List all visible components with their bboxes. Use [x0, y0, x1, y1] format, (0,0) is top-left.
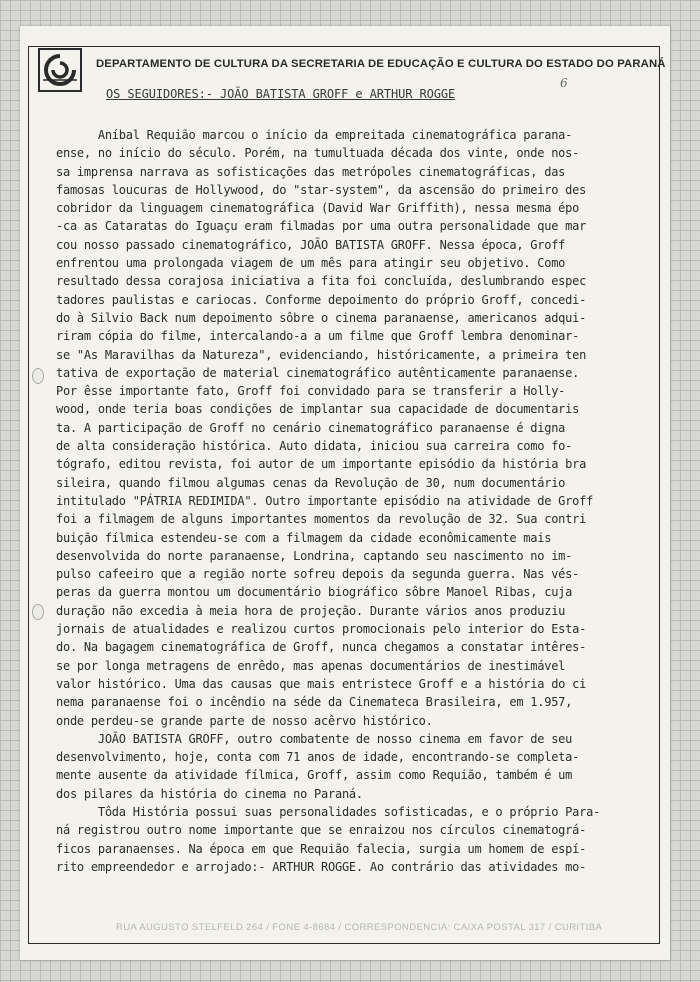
text-line: cobridor da linguagem cinematográfica (David War Griffith), nessa mesma épo — [56, 201, 580, 216]
text-line: wood, onde teria boas condições de implantar sua capacidade de documentaris — [56, 402, 580, 417]
text-line: ense, no início do século. Porém, na tumultuada década dos vinte, onde nos- — [56, 146, 580, 161]
text-line: tógrafo, editou revista, foi autor de um importante episódio da história bra — [56, 457, 587, 472]
text-line: ta. A participação de Groff no cenário cinematográfico paranaense é digna — [56, 420, 566, 435]
text-line: rito empreendedor e arrojado:- ARTHUR ROGGE. Ao contrário das atividades mo- — [56, 859, 587, 874]
text-line: se por longa metragens de enrêdo, mas apenas documentários de inestimável — [56, 658, 566, 673]
text-line: Tôda História possui suas personalidades sofisticadas, e o próprio Para- — [56, 804, 601, 819]
text-line: ficos paranaenses. Na época em que Requião falecia, surgia um homem de espí- — [56, 841, 587, 856]
text-line: do à Silvio Back num depoimento sôbre o cinema paranaense, americanos adqui- — [56, 310, 587, 325]
text-line: sileira, quando filmou algumas cenas da Revolução de 30, num documentário — [56, 475, 566, 490]
text-line: ná registrou outro nome importante que se enraizou nos círculos cinematográ- — [56, 823, 587, 838]
text-line: Por êsse importante fato, Groff foi convidado para se transferir a Holly- — [56, 384, 566, 399]
text-line: valor histórico. Uma das causas que mais entristece Groff e a história do ci — [56, 676, 587, 691]
text-line: se "As Maravilhas da Natureza", evidenciando, históricamente, a primeira ten — [56, 347, 587, 362]
text-line: cou nosso passado cinematográfico, JOÃO BATISTA GROFF. Nessa época, Groff — [56, 237, 566, 252]
text-line: enfrentou uma prolongada viagem de um mês para atingir seu objetivo. Como — [56, 256, 566, 271]
text-line: tativa de exportação de material cinematográfico autênticamente paranaense. — [56, 365, 580, 380]
text-line: JOÃO BATISTA GROFF, outro combatente de nosso cinema em favor de seu — [56, 731, 573, 746]
text-line: intitulado "PÁTRIA REDIMIDA". Outro importante episódio na atividade de Groff — [56, 493, 594, 508]
text-line: buição fílmica estendeu-se com a filmagem da cidade econômicamente mais — [56, 530, 552, 545]
text-line: jornais de atualidades e realizou curtos promocionais pelo interior do Esta- — [56, 622, 587, 637]
text-line: resultado dessa corajosa iniciativa a fita foi concluída, deslumbrando espec — [56, 274, 587, 289]
text-line: pulso cafeeiro que a região norte sofreu depois da segunda guerra. Nas vés- — [56, 567, 580, 582]
text-line: nema paranaense foi o incêndio na séde da Cinemateca Brasileira, em 1.957, — [56, 695, 573, 710]
text-line: -ca as Cataratas do Iguaçu eram filmadas por uma outra personalidade que mar — [56, 219, 587, 234]
text-line: duração não excedia à meia hora de projeção. Durante vários anos produziu — [56, 603, 566, 618]
document-page — [20, 26, 670, 960]
page-number: 6 — [560, 76, 568, 90]
document-body — [56, 126, 664, 876]
text-line: desenvolvimento, hoje, conta com 71 anos de idade, encontrando-se completa- — [56, 750, 580, 765]
text-line: foi a filmagem de alguns importantes momentos da revolução de 32. Sua contri — [56, 512, 587, 527]
text-line: Aníbal Requião marcou o início da empreitada cinematográfica parana- — [56, 128, 573, 142]
text-line: mente ausente da atividade fílmica, Groff, assim como Requião, também é um — [56, 768, 573, 783]
text-line: onde perdeu-se grande parte de nosso acêrvo histórico. — [56, 713, 433, 728]
text-line: de alta consideração histórica. Auto didata, iniciou sua carreira como fo- — [56, 439, 573, 454]
department-logo-icon — [38, 48, 82, 92]
text-line: sa imprensa narrava as sofisticações das metrópoles cinematográficas, das — [56, 164, 566, 179]
text-line: do. Na bagagem cinematográfica de Groff, nunca chegamos a constatar intêres- — [56, 640, 587, 655]
text-line: dos pilares da história do cinema no Paraná. — [56, 786, 363, 801]
letterhead-footer: RUA AUGUSTO STELFELD 264 / FONE 4-8684 / CORRESPONDENCIA: CAIXA POSTAL 317 / CURITIBA — [116, 922, 603, 933]
text-line: peras da guerra montou um documentário biográfico sôbre Manoel Ribas, cuja — [56, 585, 573, 600]
institution-header: DEPARTAMENTO DE CULTURA DA SECRETARIA DE EDUCAÇÃO E CULTURA DO ESTADO DO PARANÁ — [96, 58, 666, 70]
text-line: tadores paulistas e cariocas. Conforme depoimento do próprio Groff, concedi- — [56, 292, 587, 307]
document-subtitle: OS SEGUIDORES:- JOÃO BATISTA GROFF e ARTHUR ROGGE — [106, 87, 456, 101]
text-line: desenvolvida do norte paranaense, Londrina, captando seu nascimento no im- — [56, 548, 573, 563]
text-line: riram cópia do filme, intercalando-a a um filme que Groff lembra denominar- — [56, 329, 580, 344]
text-line: famosas loucuras de Hollywood, do "star-system", da ascensão do primeiro des — [56, 182, 587, 197]
